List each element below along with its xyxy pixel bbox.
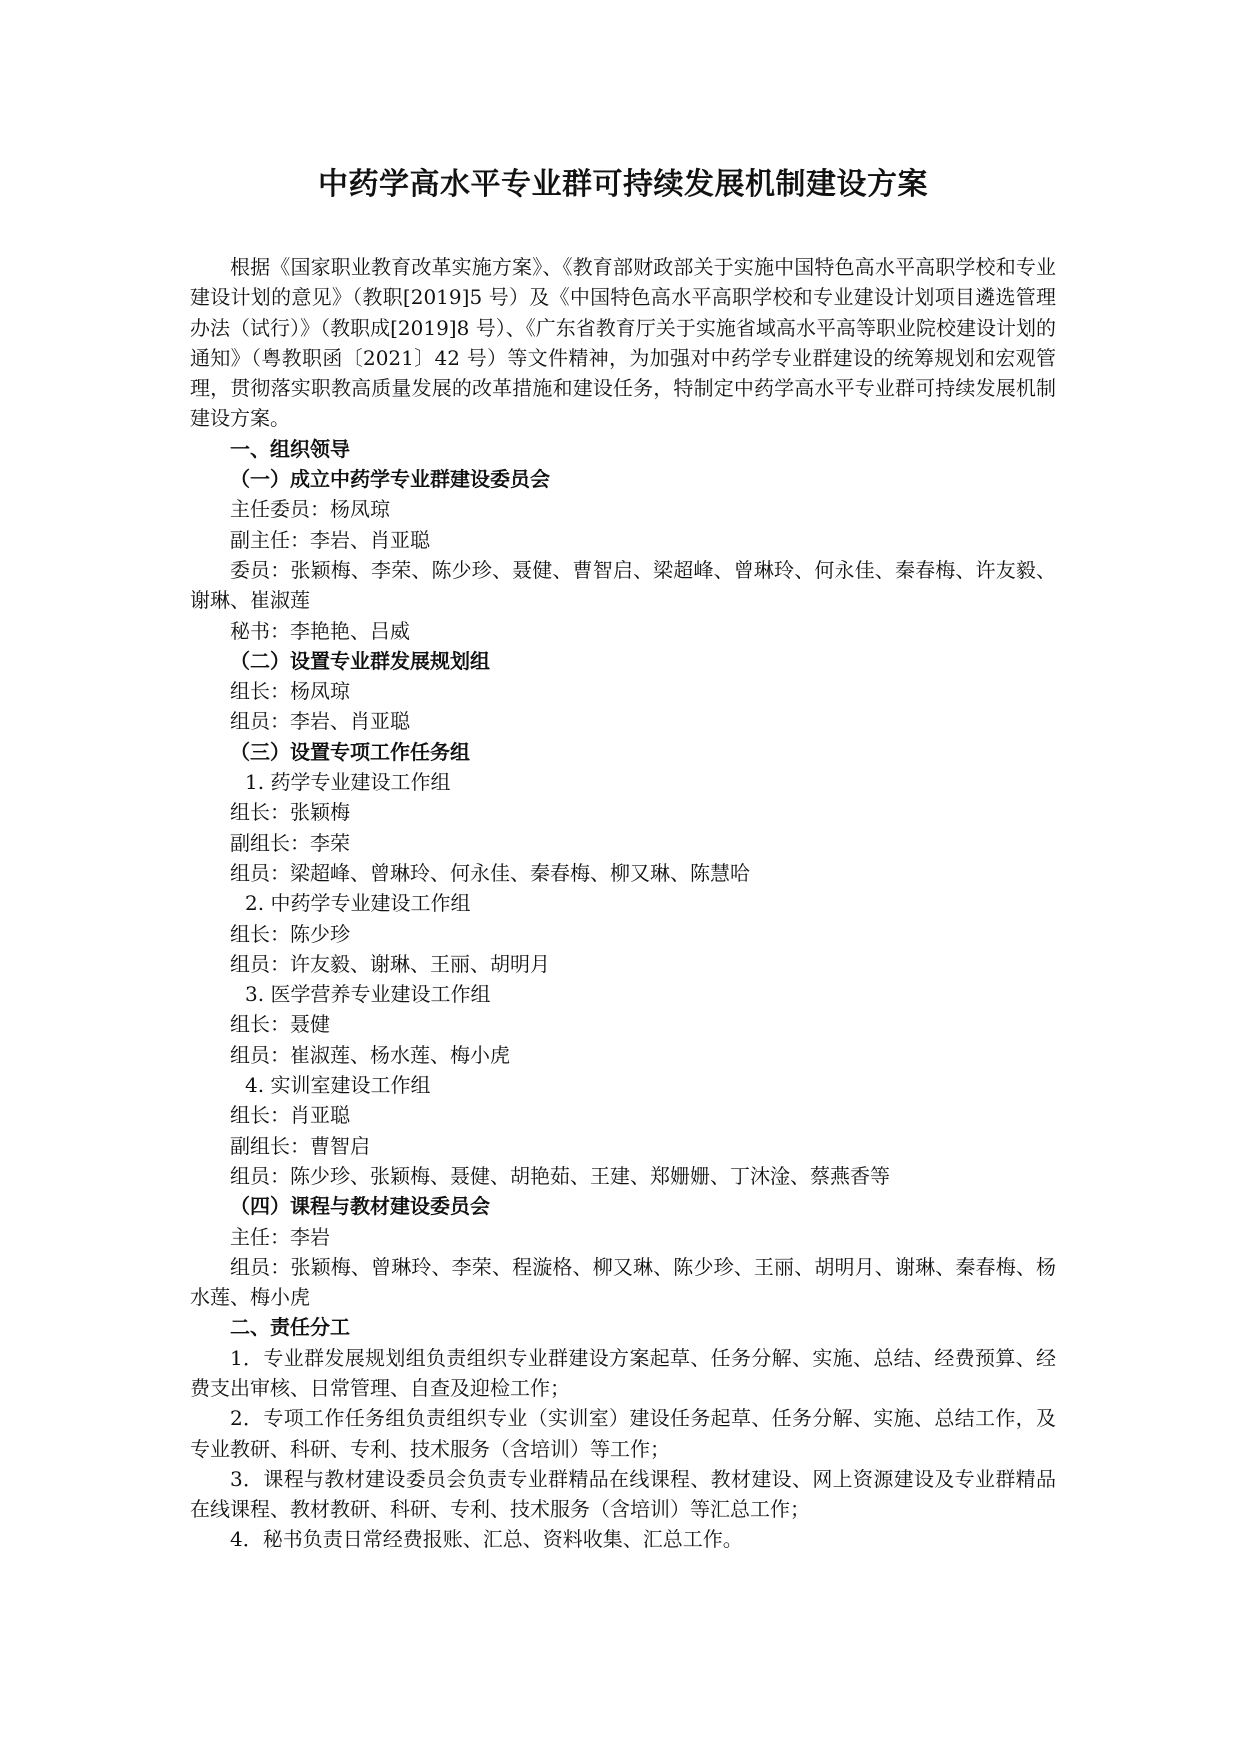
task-group-leader: 组长：张颖梅 — [230, 800, 350, 825]
section-heading-organization: 一、组织领导 — [230, 436, 350, 461]
task-group-members: 组员：许友毅、谢琳、王丽、胡明月 — [230, 951, 550, 976]
subsection-heading-curriculum: （四）课程与教材建设委员会 — [230, 1194, 490, 1219]
curriculum-director: 主任：李岩 — [230, 1224, 330, 1249]
intro-paragraph: 根据《国家职业教育改革实施方案》、《教育部财政部关于实施中国特色高水平高职学校和专业建设计划的意见》（教职[2019]5 号）及《中国特色高水平高职学校和专业建设计划项目遴选管理办法（试行）》（教职成[2019]8 号）、《广东省教育厅关于实施省域高水平高等职业院校建设计划的通知》（粤教职函〔2021〕42 号）等文件精神，为加强对中药学专业群建设的统筹规划和宏观管理，贯彻落实职教高质量发展的改革措施和建设任务，特制定中药学高水平专业群可持续发展机制建设方案。 — [190, 255, 1056, 431]
committee-secretary: 秘书：李艳艳、吕威 — [230, 618, 410, 643]
committee-members: 委员：张颖梅、李荣、陈少珍、聂健、曹智启、梁超峰、曾琳玲、何永佳、秦春梅、许友毅、谢琳、崔淑莲 — [190, 557, 1056, 613]
subsection-heading-tasks: （三）设置专项工作任务组 — [230, 739, 470, 764]
task-group-vice-leader: 副组长：曹智启 — [230, 1133, 370, 1158]
task-group-name: 4. 实训室建设工作组 — [245, 1073, 431, 1098]
section-heading-responsibilities: 二、责任分工 — [230, 1315, 350, 1340]
responsibility-item: 4．秘书负责日常经费报账、汇总、资料收集、汇总工作。 — [230, 1527, 743, 1552]
document-title: 中药学高水平专业群可持续发展机制建设方案 — [318, 167, 928, 202]
responsibility-item: 1．专业群发展规划组负责组织专业群建设方案起草、任务分解、实施、总结、经费预算、经费支出审核、日常管理、自查及迎检工作； — [190, 1345, 1056, 1400]
subsection-heading-committee: （一）成立中药学专业群建设委员会 — [230, 467, 550, 492]
curriculum-members: 组员：张颖梅、曾琳玲、李荣、程漩格、柳又琳、陈少珍、王丽、胡明月、谢琳、秦春梅、杨水莲、梅小虎 — [190, 1254, 1056, 1310]
task-group-vice-leader: 副组长：李荣 — [230, 830, 350, 855]
task-group-members: 组员：崔淑莲、杨水莲、梅小虎 — [230, 1042, 510, 1067]
responsibility-item: 3．课程与教材建设委员会负责专业群精品在线课程、教材建设、网上资源建设及专业群精品在线课程、教材教研、科研、专利、技术服务（含培训）等汇总工作； — [190, 1466, 1056, 1522]
task-group-leader: 组长：陈少珍 — [230, 921, 350, 946]
planning-leader: 组长：杨凤琼 — [230, 679, 350, 704]
task-group-leader: 组长：聂健 — [230, 1012, 330, 1037]
task-group-members: 组员：梁超峰、曾琳玲、何永佳、秦春梅、柳又琳、陈慧哈 — [230, 860, 750, 885]
task-group-leader: 组长：肖亚聪 — [230, 1103, 350, 1128]
task-group-name: 2. 中药学专业建设工作组 — [245, 891, 471, 916]
planning-members: 组员：李岩、肖亚聪 — [230, 709, 410, 734]
document-body — [190, 252, 1056, 1555]
committee-vice-director: 副主任：李岩、肖亚聪 — [230, 527, 430, 552]
task-group-members: 组员：陈少珍、张颖梅、聂健、胡艳茹、王建、郑姗姗、丁沐淦、蔡燕香等 — [230, 1163, 890, 1188]
subsection-heading-planning: （二）设置专业群发展规划组 — [230, 648, 490, 673]
task-group-name: 1. 药学专业建设工作组 — [245, 770, 451, 795]
task-group-name: 3. 医学营养专业建设工作组 — [245, 982, 491, 1007]
committee-director: 主任委员：杨凤琼 — [230, 497, 390, 522]
responsibility-item: 2．专项工作任务组负责组织专业（实训室）建设任务起草、任务分解、实施、总结工作，及专业教研、科研、专利、技术服务（含培训）等工作； — [190, 1406, 1056, 1461]
